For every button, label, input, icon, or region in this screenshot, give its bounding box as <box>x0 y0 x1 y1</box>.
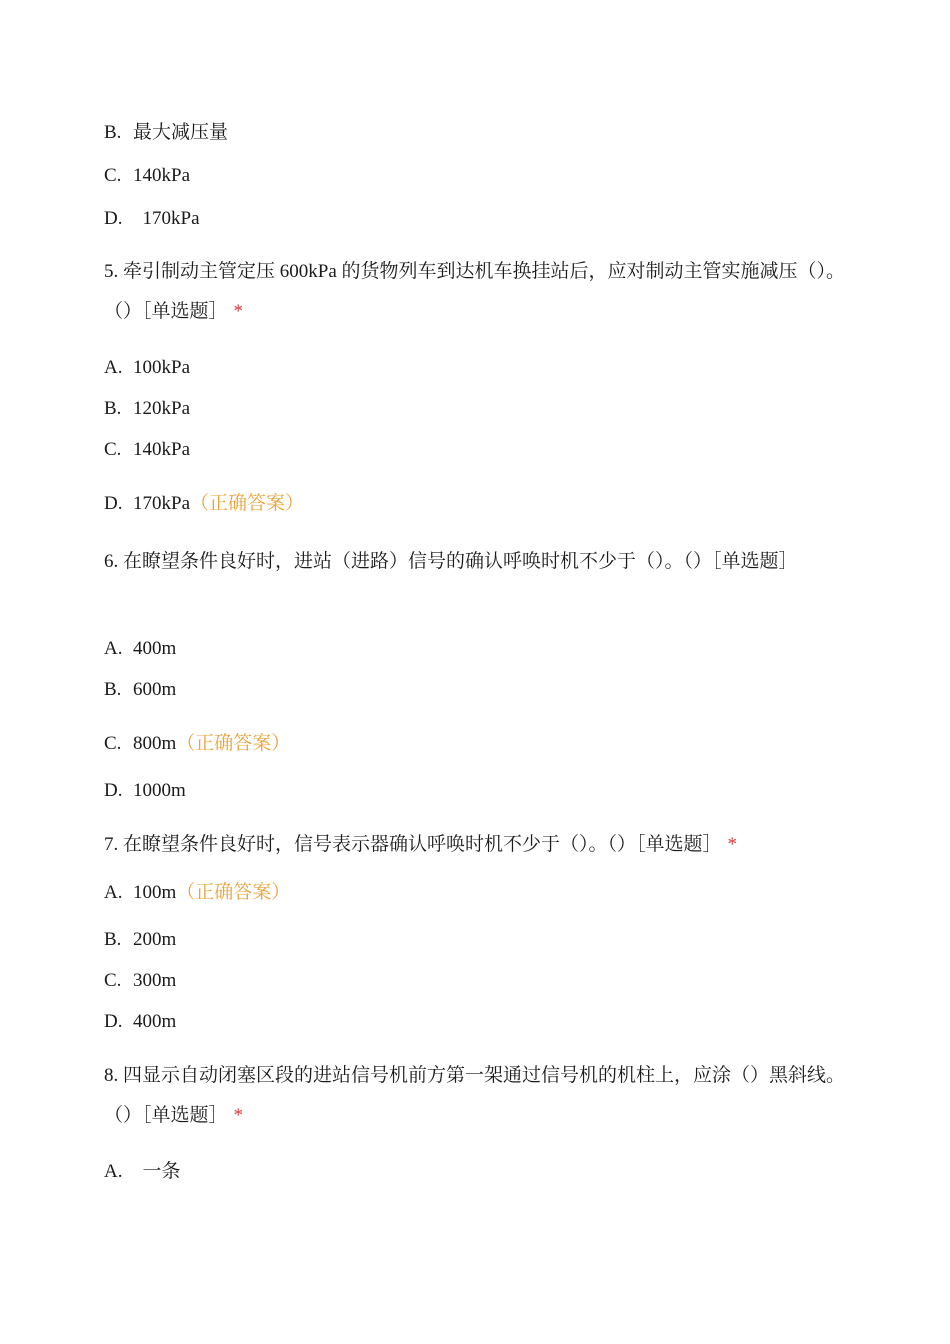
option-key: C. <box>104 165 122 186</box>
option-text: 140kPa <box>133 439 190 460</box>
option-text: 1000m <box>133 780 186 801</box>
option-key: D. <box>104 208 123 229</box>
question-stem <box>104 544 849 581</box>
option-row <box>104 1159 849 1185</box>
option-text: 100kPa <box>133 357 190 378</box>
option-text: 600m <box>133 679 177 700</box>
option-key: A. <box>104 882 123 903</box>
option-key: B. <box>104 122 122 143</box>
option-row <box>104 120 849 146</box>
option-row <box>104 206 849 232</box>
option-row <box>104 163 849 189</box>
option-row <box>104 437 849 463</box>
option-text: 400m <box>133 638 177 659</box>
option-row <box>104 1009 849 1035</box>
option-key: A. <box>104 638 123 659</box>
option-row <box>104 677 849 703</box>
option-row <box>104 927 849 953</box>
required-mark: * <box>233 301 244 322</box>
required-mark: * <box>233 1105 244 1126</box>
option-text: 120kPa <box>133 398 190 419</box>
option-key: B. <box>104 679 122 700</box>
option-text: 100m <box>133 882 177 903</box>
question-text: 7. 在瞭望条件良好时，信号表示器确认呼唤时机不少于（）。（）［单选题］ <box>104 834 722 855</box>
option-row <box>104 636 849 662</box>
option-text: 300m <box>133 970 177 991</box>
question-text: 5. 牵引制动主管定压 600kPa 的货物列车到达机车换挂站后，应对制动主管实施减压（）。（）［单选题］ <box>104 261 846 322</box>
option-text: 最大减压量 <box>133 122 229 143</box>
option-row <box>104 396 849 422</box>
option-row <box>104 731 849 757</box>
option-text: 400m <box>133 1011 177 1032</box>
option-key: D. <box>104 493 123 514</box>
option-key: D. <box>104 1011 123 1032</box>
option-text: 170kPa <box>133 208 200 229</box>
question-stem <box>104 825 849 865</box>
option-text: 一条 <box>133 1161 181 1182</box>
option-key: C. <box>104 970 122 991</box>
option-key: B. <box>104 398 122 419</box>
correct-answer-mark: （正确答案） <box>176 882 291 903</box>
option-key: A. <box>104 1161 123 1182</box>
option-key: D. <box>104 780 123 801</box>
correct-answer-mark: （正确答案） <box>176 733 291 754</box>
option-key: C. <box>104 733 122 754</box>
option-text: 800m <box>133 733 177 754</box>
option-row <box>104 355 849 381</box>
question-stem <box>104 1056 849 1136</box>
required-mark: * <box>727 834 738 855</box>
option-text: 140kPa <box>133 165 190 186</box>
option-row <box>104 880 849 906</box>
question-stem <box>104 252 849 332</box>
option-row <box>104 778 849 804</box>
option-key: B. <box>104 929 122 950</box>
question-text: 6. 在瞭望条件良好时，进站（进路）信号的确认呼唤时机不少于（）。（）［单选题］ <box>104 551 798 572</box>
option-key: A. <box>104 357 123 378</box>
option-text: 200m <box>133 929 177 950</box>
option-text: 170kPa <box>133 493 190 514</box>
option-row <box>104 491 849 517</box>
option-key: C. <box>104 439 122 460</box>
option-row <box>104 968 849 994</box>
correct-answer-mark: （正确答案） <box>190 493 305 514</box>
question-text: 8. 四显示自动闭塞区段的进站信号机前方第一架通过信号机的机柱上，应涂（）黑斜线。（）［单选题］ <box>104 1065 846 1126</box>
